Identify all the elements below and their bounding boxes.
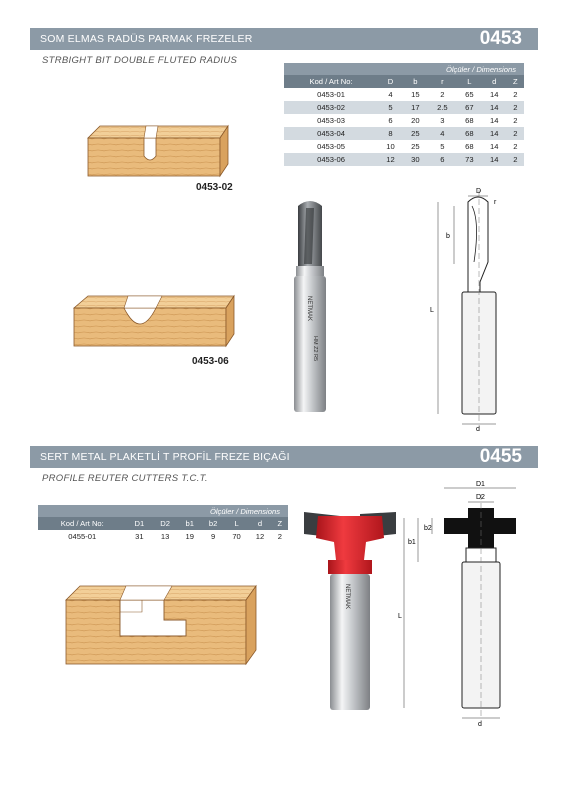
cell: 14	[482, 88, 507, 101]
col-code: Kod / Art No:	[284, 75, 378, 88]
cell: 68	[457, 127, 482, 140]
cell: 15	[403, 88, 428, 101]
cell: 3	[428, 114, 457, 127]
col-r: r	[428, 75, 457, 88]
section1-title: SOM ELMAS RADÜS PARMAK FREZELER	[40, 33, 253, 45]
cell: 8	[378, 127, 403, 140]
table-row	[284, 114, 524, 127]
cell: 13	[152, 530, 178, 543]
cell: 2	[507, 153, 524, 166]
col-L: L	[225, 517, 248, 530]
col-d: d	[482, 75, 507, 88]
section2-header-band	[30, 446, 538, 468]
cell: 67	[457, 101, 482, 114]
cell: 10	[378, 140, 403, 153]
cell: 73	[457, 153, 482, 166]
profile-label-0453-02: 0453-02	[196, 182, 233, 193]
dim-label-D: D	[476, 188, 482, 195]
cell: 70	[225, 530, 248, 543]
section1-code: 0453	[479, 28, 522, 49]
col-Z: Z	[272, 517, 288, 530]
cell: 2	[272, 530, 288, 543]
cell: 2	[507, 88, 524, 101]
dim-label-b1: b1	[408, 539, 416, 546]
col-b2: b2	[201, 517, 224, 530]
cell: 14	[482, 140, 507, 153]
cell: 6	[428, 153, 457, 166]
table-row	[284, 140, 524, 153]
cell: 0453-02	[284, 101, 378, 114]
dim-label-b: b	[446, 233, 450, 240]
tool-marking: HM Z2 R5	[312, 336, 318, 362]
cell: 19	[178, 530, 201, 543]
wood-profile-t-slot	[60, 580, 260, 670]
cell: 68	[457, 140, 482, 153]
dim-label-d: d	[478, 721, 482, 728]
table-header-row	[284, 75, 524, 88]
cell: 5	[378, 101, 403, 114]
cell: 31	[126, 530, 152, 543]
cell: 17	[403, 101, 428, 114]
col-D: D	[378, 75, 403, 88]
col-b: b	[403, 75, 428, 88]
dimensions-label: Ölçüler / Dimensions	[284, 63, 524, 75]
cell: 2	[507, 140, 524, 153]
col-D1: D1	[126, 517, 152, 530]
tool-brand: NETMAK	[344, 584, 350, 610]
cell: 2.5	[428, 101, 457, 114]
cell: 2	[507, 127, 524, 140]
cell: 0453-01	[284, 88, 378, 101]
cell: 5	[428, 140, 457, 153]
section1-subtitle: STRBIGHT BIT DOUBLE FLUTED RADIUS	[42, 55, 238, 66]
cell: 68	[457, 114, 482, 127]
cell: 30	[403, 153, 428, 166]
dim-label-L: L	[398, 613, 402, 620]
section2-dimensions-table	[38, 505, 288, 543]
cell: 4	[428, 127, 457, 140]
section2-code: 0455	[479, 446, 522, 467]
cell: 12	[378, 153, 403, 166]
profile-label-0453-06: 0453-06	[192, 356, 229, 367]
dim-label-d: d	[476, 426, 480, 432]
cell: 4	[378, 88, 403, 101]
section1-dimensions-table	[284, 63, 524, 166]
t-slot-cutter-technical-drawing	[396, 478, 536, 728]
cell: 14	[482, 127, 507, 140]
cell: 0453-04	[284, 127, 378, 140]
col-d: d	[248, 517, 271, 530]
wood-profile-0453-02	[80, 118, 240, 180]
cell: 14	[482, 114, 507, 127]
dim-label-D2: D2	[476, 494, 485, 501]
t-slot-cutter-photo	[300, 508, 400, 718]
straight-bit-technical-drawing	[424, 182, 534, 432]
cell: 2	[428, 88, 457, 101]
cell: 2	[507, 114, 524, 127]
section2-title: SERT METAL PLAKETLİ T PROFİL FREZE BIÇAĞI	[40, 451, 290, 463]
cell: 0453-03	[284, 114, 378, 127]
dim-label-b2: b2	[424, 525, 432, 532]
cell: 14	[482, 101, 507, 114]
cell: 12	[248, 530, 271, 543]
cell: 0453-06	[284, 153, 378, 166]
cell: 25	[403, 127, 428, 140]
dimensions-label: Ölçüler / Dimensions	[38, 505, 288, 517]
table-row	[284, 88, 524, 101]
dim-label-r: r	[494, 199, 497, 206]
dim-label-L: L	[430, 307, 434, 314]
wood-profile-0453-06	[66, 288, 238, 352]
straight-bit-photo	[284, 196, 336, 418]
table-row	[284, 127, 524, 140]
cell: 9	[201, 530, 224, 543]
col-b1: b1	[178, 517, 201, 530]
section1-header-band	[30, 28, 538, 50]
dim-label-D1: D1	[476, 481, 485, 488]
cell: 6	[378, 114, 403, 127]
table-header-row	[38, 517, 288, 530]
col-code: Kod / Art No:	[38, 517, 126, 530]
table-row	[284, 153, 524, 166]
cell: 0453-05	[284, 140, 378, 153]
cell: 65	[457, 88, 482, 101]
section2-subtitle: PROFILE REUTER CUTTERS T.C.T.	[42, 473, 208, 484]
cell: 0455-01	[38, 530, 126, 543]
cell: 14	[482, 153, 507, 166]
tool-brand: NETMAK	[306, 296, 312, 322]
table-row	[38, 530, 288, 543]
cell: 2	[507, 101, 524, 114]
table-row	[284, 101, 524, 114]
cell: 20	[403, 114, 428, 127]
col-L: L	[457, 75, 482, 88]
col-Z: Z	[507, 75, 524, 88]
col-D2: D2	[152, 517, 178, 530]
cell: 25	[403, 140, 428, 153]
